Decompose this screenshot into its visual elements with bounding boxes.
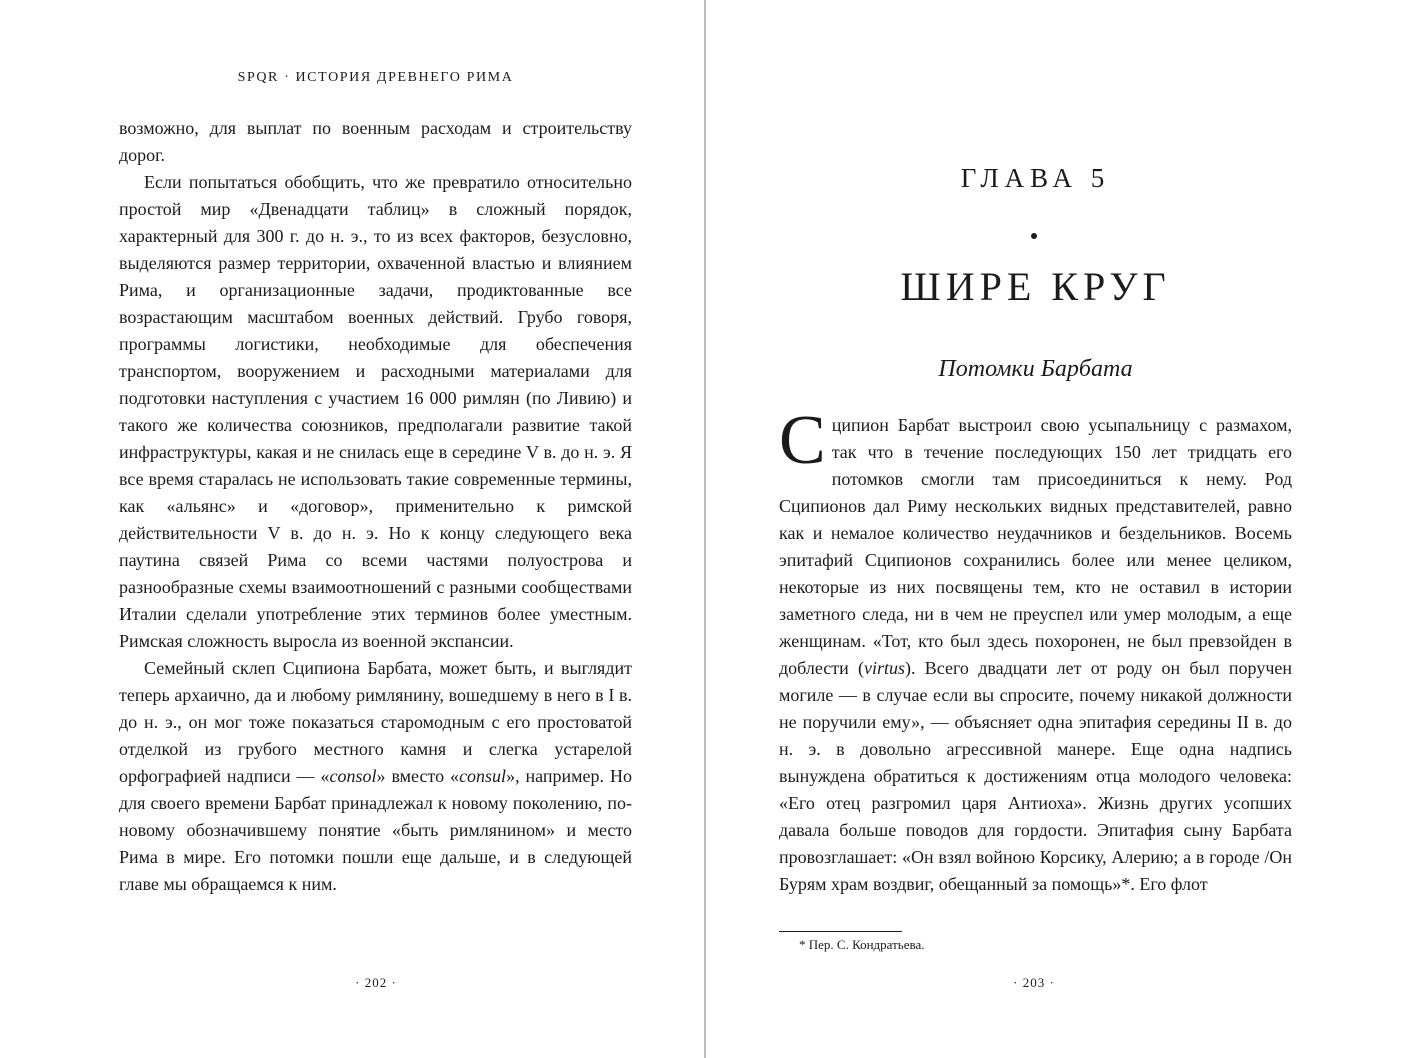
left-page [0, 0, 704, 1058]
latin-term: virtus [864, 658, 906, 678]
footnote: * Пер. С. Кондратьева. [799, 937, 925, 952]
footnote-rule [779, 931, 902, 932]
latin-term: consol [329, 766, 377, 786]
text-run: ). Всего двадцати лет от роду он был поручен могиле — в случае если вы спросите, почему никакой должности не поручили ему», — объясняет одна эпитафия середины II в. до н. э. в довольно агрессивной манере. Еще одна надпись вынуждена обратиться к достижениям отца молодого человека: «Его отец разгромил царя Антиоха». Жизнь других усопших давала больше поводов для гордости. Эпитафия сыну Барбата провозглашает: «Он взял войною Корсику, Алерию; а в городе /Он Бурям храм воздвиг, обещанный за помощь»*. Его флот [779, 658, 1292, 894]
page-number: · 203 · [1013, 975, 1055, 990]
chapter-label: ГЛАВА 5 [960, 163, 1111, 193]
paragraph: Если попытаться обобщить, что же превратило относительно простой мир «Двенадцати таблиц» в сложный порядок, характерный для 300 г. до н. э., то из всех факторов, безусловно, выделяются размер территории, охваченной властью и влиянием Рима, и организационные задачи, продиктованные все возрастающим масштабом военных действий. Грубо говоря, программы логистики, необходимые для обеспечения транспортом, вооружением и расходными материалами для подготовки наступления с участием 16 000 римлян (по Ливию) и такого же количества союзников, предполагали развитие такой инфраструктуры, какая и не снилась еще в середине V в. до н. э. Я все время старалась не использовать такие современные термины, как «альянс» и «договор», применительно к римской действительности V в. до н. э. Но к концу следующего века паутина связей Рима со всеми частями полуострова и разнообразные схемы взаимоотношений с разными сообществами Италии сделали употребление этих терминов более уместным. Римская сложность выросла из военной экспансии. [119, 172, 632, 651]
text-run: », например. Но для своего времени Барбат принадлежал к новому поколению, по-новому обозначившему понятие «быть римлянином» и место Рима в мире. Его потомки пошли еще дальше, и в следующей главе мы обращаемся к ним. [119, 766, 633, 894]
text-run: ципион Барбат выстроил свою усыпальницу с размахом, так что в течение последующих 150 лет тридцать его потомков смогли там присоединиться к нему. Род Сципионов дал Риму нескольких видных представителей, равно как и немалое количество неудачников и бездельников. Восемь эпитафий Сципионов сохранились более или менее целиком, некоторые из них посвящены тем, кто не оставил в истории заметного следа, ни в чем не преуспел или умер молодым, а еще женщинам. «Тот, кто был здесь похоронен, не был превзойден в доблести ( [779, 415, 1292, 678]
chapter-title: ШИРЕ КРУГ [900, 264, 1171, 309]
right-body-text [779, 402, 1292, 898]
right-page [706, 0, 1410, 1058]
running-head: SPQR · ИСТОРИЯ ДРЕВНЕГО РИМА [237, 70, 514, 85]
text-run: » вместо « [376, 766, 460, 786]
left-body-text [119, 115, 632, 898]
drop-cap: С [779, 402, 826, 479]
paragraph: возможно, для выплат по военным расходам и строительству дорог. [119, 118, 632, 165]
page-number: · 202 · [355, 975, 397, 990]
chapter-ornament-dot [1031, 233, 1037, 239]
latin-term: consul [459, 766, 507, 786]
text-run: Семейный склеп Сципиона Барбата, может быть, и выглядит теперь архаично, да и любому римлянину, вошедшему в него в I в. до н. э., он мог тоже показаться старомодным с его простоватой отделкой из грубого местного камня и слегка устарелой орфографией надписи — « [119, 658, 632, 786]
paragraph [119, 655, 632, 898]
section-title: Потомки Барбата [938, 356, 1133, 382]
